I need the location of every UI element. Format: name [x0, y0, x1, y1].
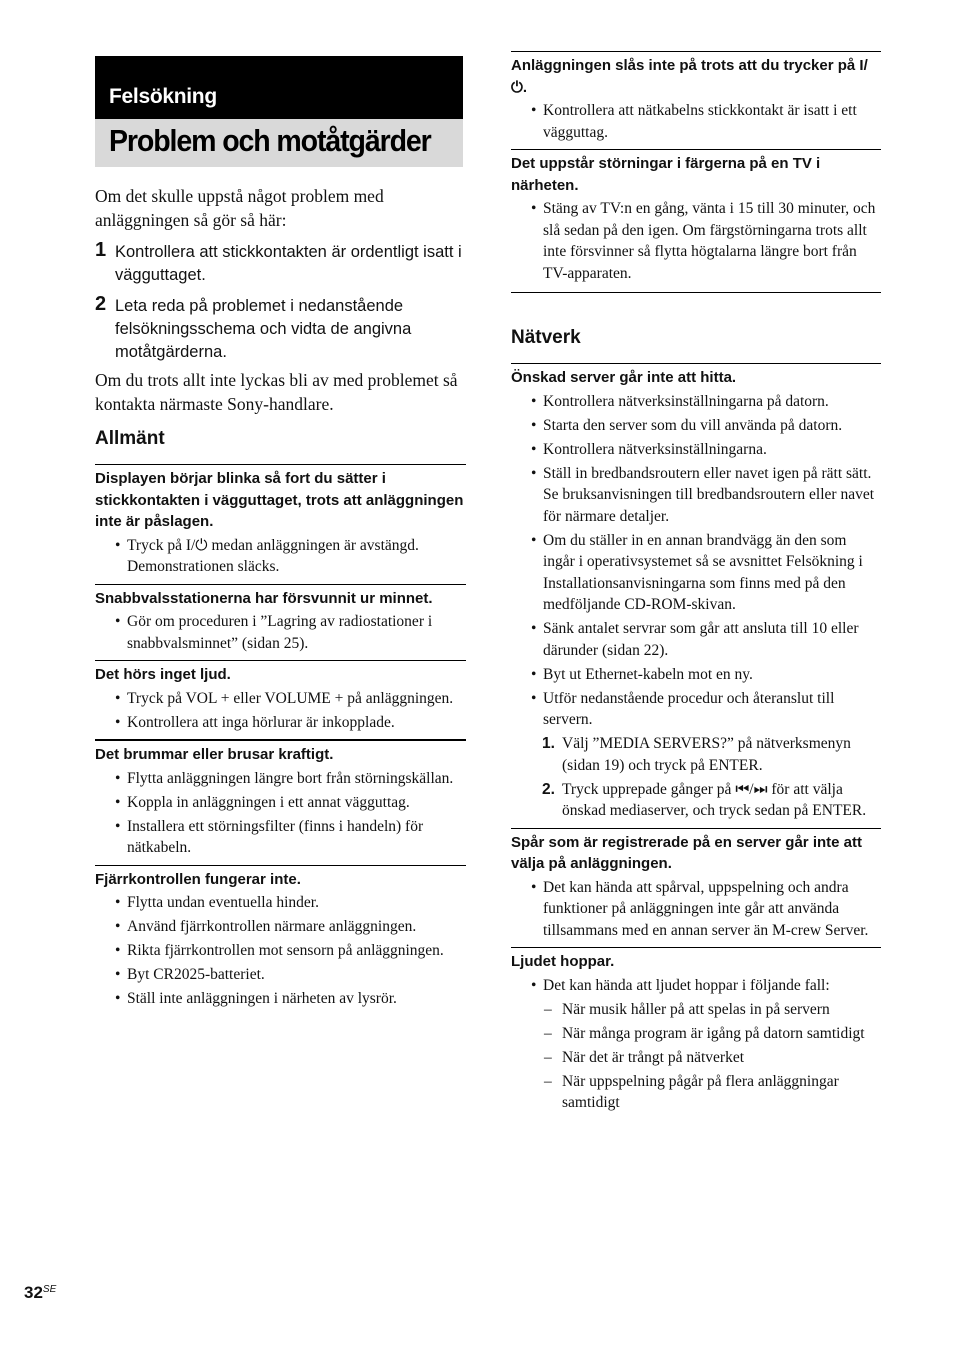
page-title: Problem och motåtgärder	[109, 123, 431, 158]
list-item: • Använd fjärrkontrollen närmare anläggningen.	[115, 918, 417, 935]
step-number: 2	[95, 293, 107, 315]
dash-item: – När musik håller på att spelas in på servern	[544, 1000, 830, 1018]
problem-question: Ljudet hoppar.	[511, 953, 615, 970]
divider	[511, 292, 881, 293]
problem-question: Önskad server går inte att hitta.	[511, 369, 737, 386]
list-item: • Starta den server som du vill använda på datorn.	[531, 416, 843, 434]
step-text: Kontrollera att stickkontakten är ordentligt isatt i vägguttaget.	[115, 243, 462, 284]
list-item: • Det kan hända att ljudet hoppar i följande fall:	[531, 976, 830, 994]
dash-item: – När uppspelning pågår på flera anläggningar samtidigt	[544, 1072, 839, 1111]
list-item: • Flytta undan eventuella hinder.	[115, 894, 319, 911]
problem-question: Displayen börjar blinka så fort du sätter i stickkontakten i vägguttaget, trots att anläggningen inte är påslagen.	[95, 470, 464, 530]
list-item: • Installera ett störningsfilter (finns i handeln) för nätkabeln.	[115, 817, 424, 856]
step-number: 1	[95, 239, 107, 261]
page-suffix: SE	[42, 1284, 57, 1295]
numbered-item: 1. Välj ”MEDIA SERVERS?” på nätverksmenyn (sidan 19) och tryck på ENTER.	[542, 735, 851, 774]
section-header	[95, 56, 463, 119]
list-item: • Utför nedanstående procedur och återanslut till servern.	[531, 689, 835, 728]
page-number: $32^{SE}$	[24, 1283, 57, 1302]
dash-item: – När det är trångt på nätverket	[544, 1048, 745, 1066]
problem-block	[95, 739, 466, 859]
problem-question: Fjärrkontrollen fungerar inte.	[95, 870, 301, 888]
list-item: • Flytta anläggningen längre bort från störningskällan.	[115, 769, 454, 787]
intro-text: Om det skulle uppstå något problem med anläggningen så gör så här:	[95, 186, 384, 230]
section-heading: Allmänt	[95, 428, 165, 449]
problem-block	[511, 363, 881, 822]
list-item: • Kontrollera nätverksinställningarna.	[531, 440, 767, 458]
list-item: • Om du ställer in en annan brandvägg än den som ingår i operativsystemet så se avsnittet Felsökning i Installationsanvisningarna som finns med på den medföljande CD-ROM-skivan.	[531, 531, 863, 613]
problem-question: Anläggningen slås inte på trots att du trycker på I/⏻.	[511, 57, 868, 96]
problem-question: Spår som är registrerade på en server går inte att välja på anläggningen.	[511, 833, 862, 872]
list-item: • Det kan hända att spårval, uppspelning och andra funktioner på anläggningen inte går att använda tillsammans med en annan server än M-crew Server.	[531, 878, 869, 939]
allmant-section	[95, 428, 466, 1012]
page-title-box	[95, 119, 463, 167]
section-title: Felsökning	[109, 85, 217, 108]
list-item: • Ställ in bredbandsroutern eller navet igen på rätt sätt. Se bruksanvisningen till bredbandsroutern eller navet för närmare detaljer.	[531, 464, 875, 525]
list-item: • Byt CR2025-batteriet.	[115, 966, 265, 983]
list-item: • Byt ut Ethernet-kabeln mot en ny.	[531, 665, 753, 683]
problem-question: Det hörs inget ljud.	[95, 666, 231, 683]
problem-block	[95, 584, 466, 655]
list-item: • Kontrollera att inga hörlurar är inkopplade.	[115, 713, 395, 731]
step-1	[95, 241, 467, 287]
list-item: • Koppla in anläggningen i ett annat vägguttag.	[115, 793, 410, 811]
numbered-item: 2. Tryck upprepade gånger på ⏮/⏭ för att välja önskad mediaserver, och tryck sedan på ENTER.	[542, 780, 867, 819]
problem-block	[95, 464, 466, 578]
step-2	[95, 295, 467, 364]
problem-question: Snabbvalsstationerna har försvunnit ur minnet.	[95, 589, 433, 607]
list-item: • Kontrollera att nätkabelns stickkontakt är isatt i ett vägguttag.	[531, 102, 857, 141]
list-item: • Tryck på I/⏻ medan anläggningen är avstängd. Demonstrationen släcks.	[115, 536, 419, 575]
step-text: Leta reda på problemet i nedanstående felsökningsschema och vidta de angivna motåtgärderna.	[115, 297, 412, 361]
problem-block	[511, 51, 881, 143]
list-item: • Ställ inte anläggningen i närheten av lysrör.	[115, 990, 397, 1007]
problem-block	[95, 660, 466, 733]
list-item: • Kontrollera nätverksinställningarna på datorn.	[531, 392, 829, 410]
list-item: • Stäng av TV:n en gång, vänta i 15 till 30 minuter, och slå sedan på den igen. Om färgstörningarna trots allt inte försvinner så flytta högtalarna längre bort från TV-apparaten.	[531, 200, 876, 282]
list-item: • Tryck på VOL + eller VOLUME + på anläggningen.	[115, 689, 454, 707]
outro-text: Om du trots allt inte lyckas bli av med problemet så kontakta närmaste Sony-handlare.	[95, 370, 458, 414]
section-heading: Nätverk	[511, 327, 581, 348]
problem-block	[511, 947, 881, 1114]
problem-question: Det brummar eller brusar kraftigt.	[95, 746, 334, 763]
list-item: • Rikta fjärrkontrollen mot sensorn på anläggningen.	[115, 942, 444, 959]
list-item: • Sänk antalet servrar som går att ansluta till 10 eller därunder (sidan 22).	[531, 620, 859, 659]
right-column	[511, 51, 881, 1116]
problem-block	[511, 149, 881, 284]
list-item: • Gör om proceduren i ”Lagring av radiostationer i snabbvalsminnet” (sidan 25).	[115, 613, 433, 652]
problem-question: Det uppstår störningar i färgerna på en TV i närheten.	[511, 155, 821, 194]
problem-block	[511, 828, 881, 942]
dash-item: – När många program är igång på datorn samtidigt	[544, 1024, 865, 1042]
problem-block	[95, 865, 466, 1010]
